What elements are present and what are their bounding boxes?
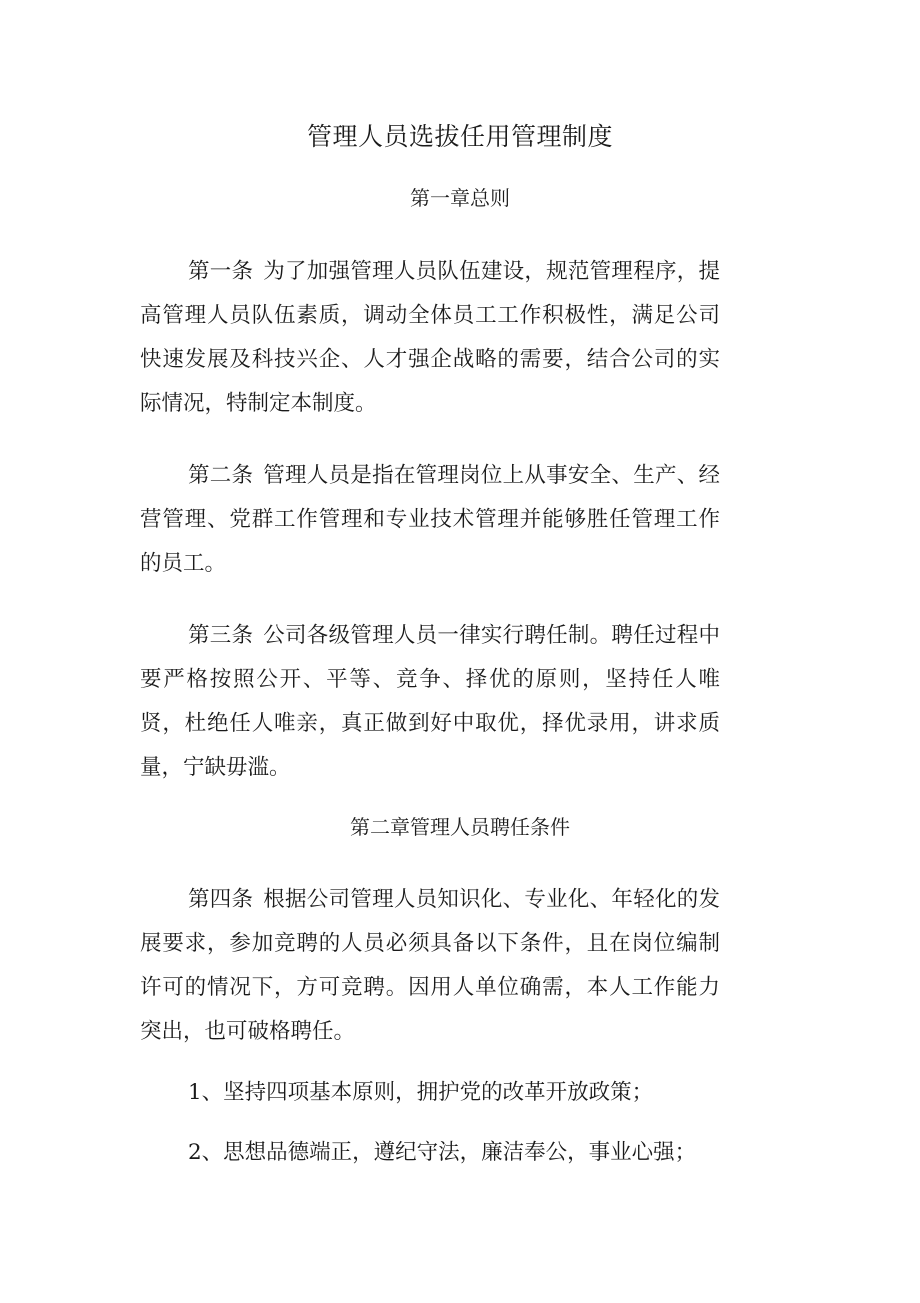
article-label: 第二条: [188, 463, 254, 488]
article-label: 第一条: [188, 259, 254, 284]
article-1: [140, 250, 720, 426]
article-2: [140, 454, 720, 586]
article-text: 公司各级管理人员一律实行聘任制。聘任过程中要严格按照公开、平等、竞争、择优的原则，坚持任人唯贤，杜绝任人唯亲，真正做到好中取优，择优录用，讲求质量，宁缺毋滥。: [140, 623, 720, 780]
list-item-2: 2、思想品德端正，遵纪守法，廉洁奉公，事业心强；: [188, 1140, 697, 1165]
document-title: 管理人员选拔任用管理制度: [306, 122, 613, 151]
article-label: 第三条: [188, 623, 254, 648]
article-label: 第四条: [188, 887, 254, 912]
article-3: [140, 614, 720, 790]
article-text: 根据公司管理人员知识化、专业化、年轻化的发展要求，参加竞聘的人员必须具备以下条件，且在岗位编制许可的情况下，方可竞聘。因用人单位确需，本人工作能力突出，也可破格聘任。: [140, 887, 720, 1044]
article-text: 为了加强管理人员队伍建设，规范管理程序，提高管理人员队伍素质，调动全体员工工作积极性，满足公司快速发展及科技兴企、人才强企战略的需要，结合公司的实际情况，特制定本制度。: [140, 259, 720, 416]
article-text: 管理人员是指在管理岗位上从事安全、生产、经营管理、党群工作管理和专业技术管理并能够胜任管理工作的员工。: [140, 463, 720, 576]
article-4: [140, 878, 720, 1054]
chapter-heading-1: 第一章总则: [410, 186, 510, 210]
chapter-heading-2: 第二章管理人员聘任条件: [350, 815, 570, 839]
list-item-1: 1、坚持四项基本原则，拥护党的改革开放政策；: [188, 1080, 654, 1105]
